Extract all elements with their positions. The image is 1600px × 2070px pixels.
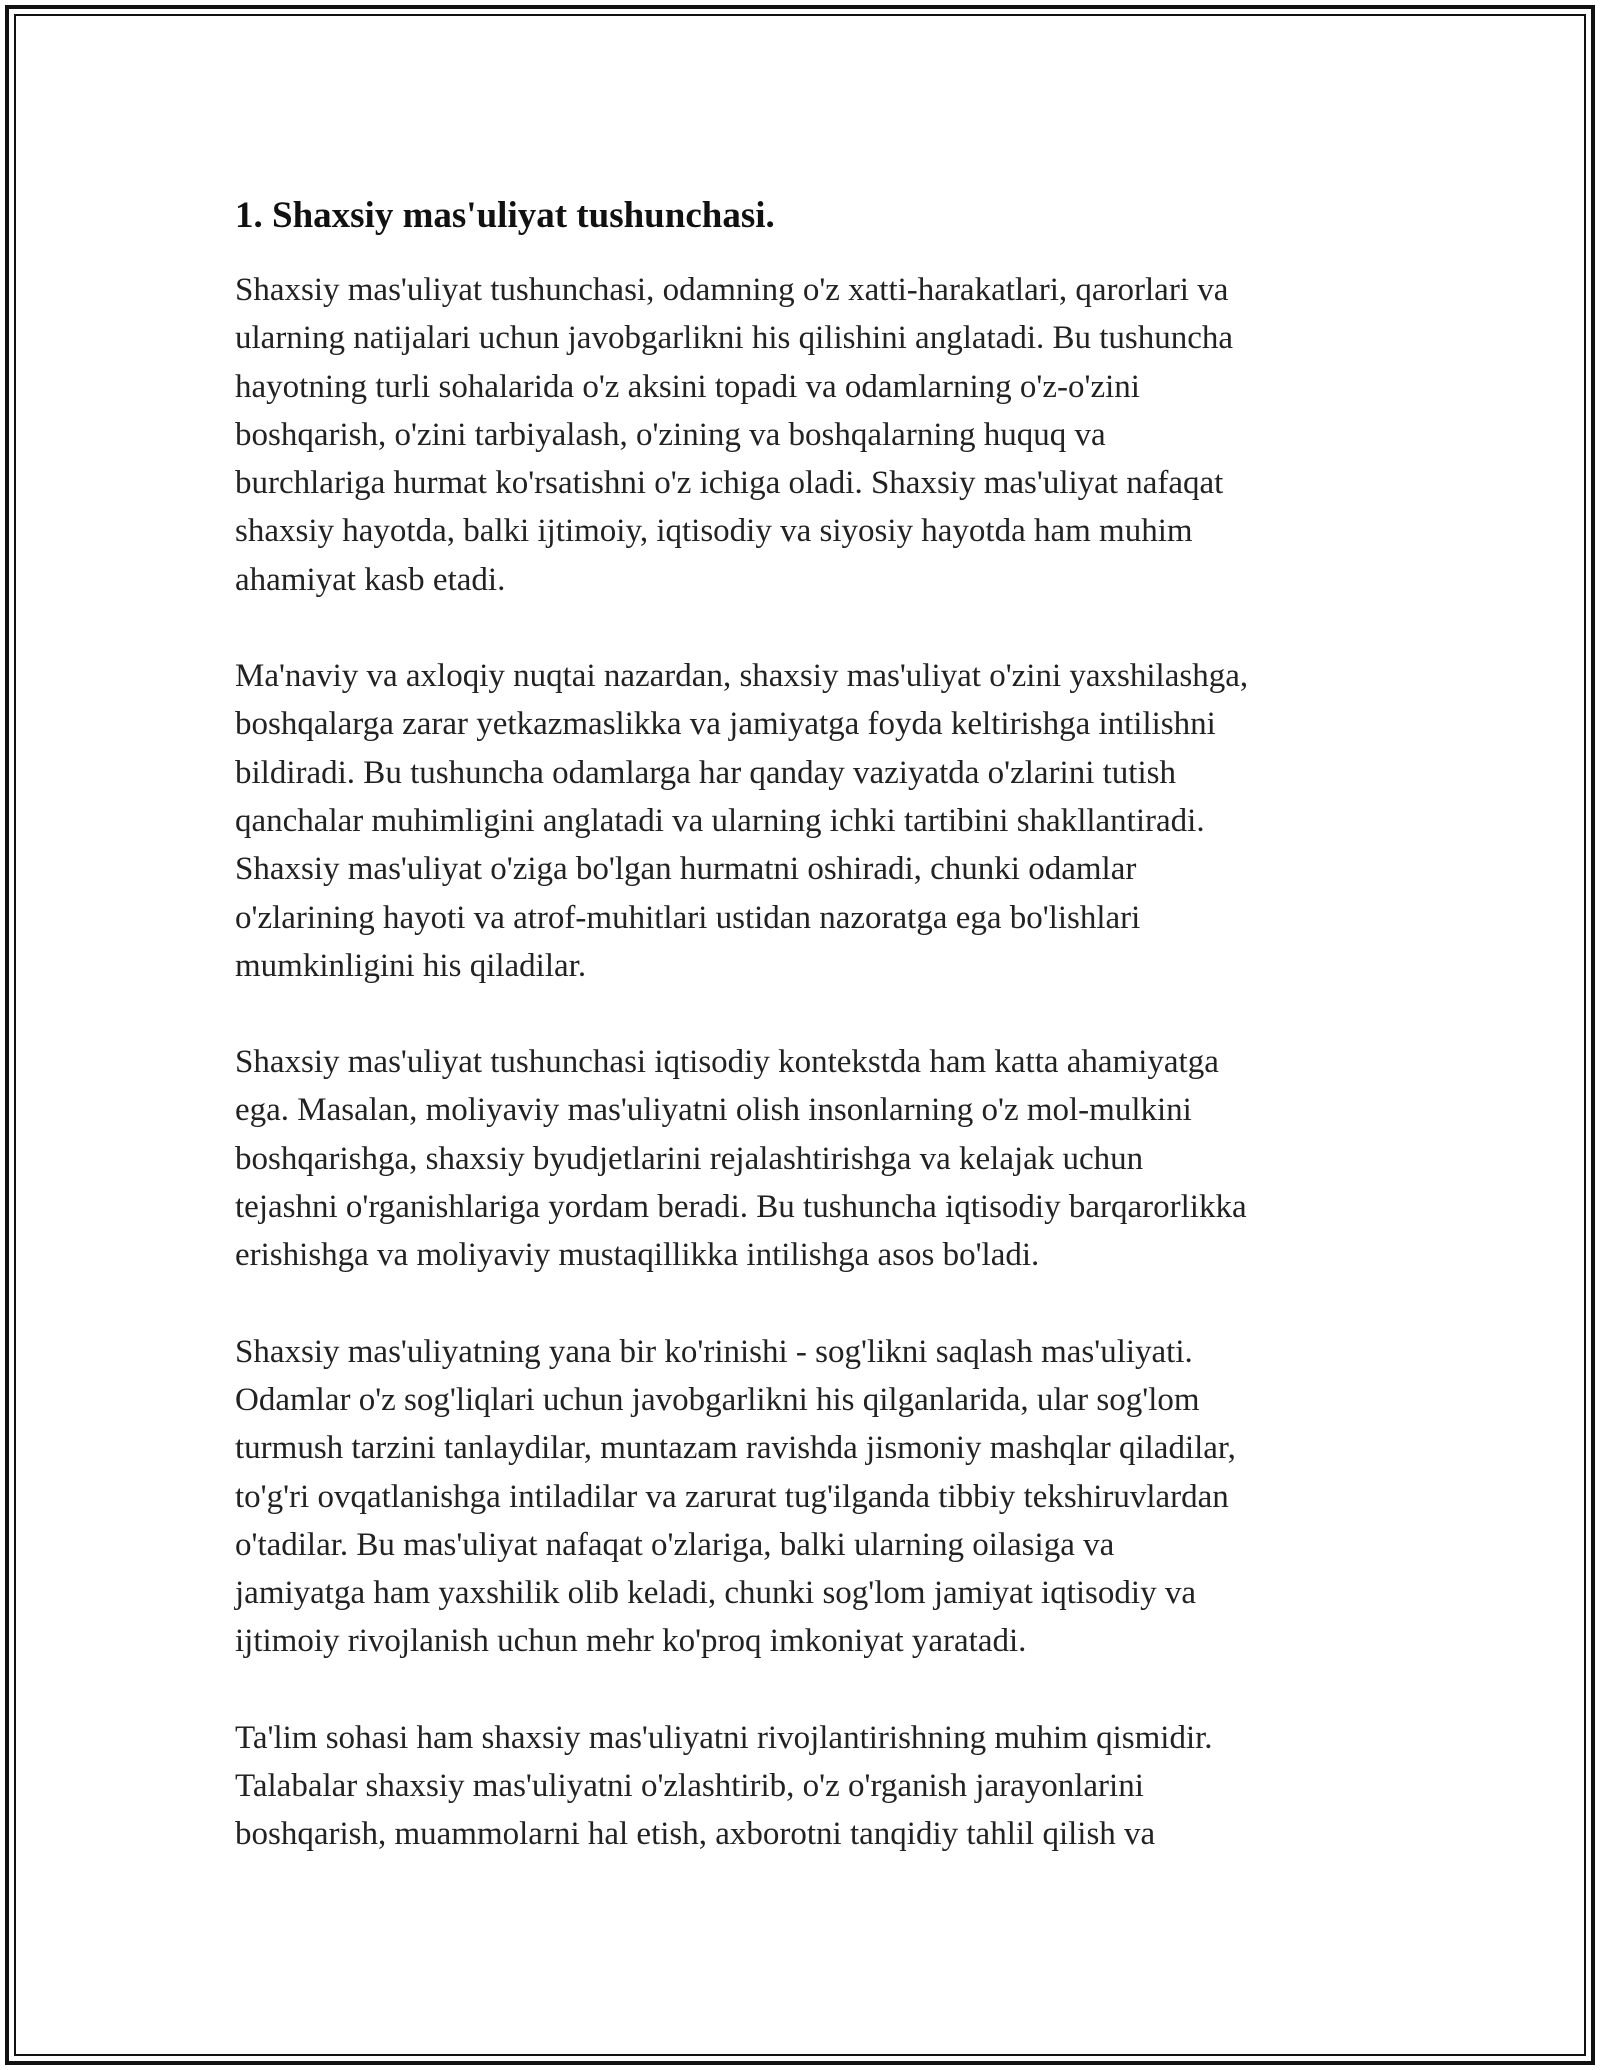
paragraph [235,1328,1370,1666]
paragraph [235,1038,1370,1279]
paragraph-container [235,266,1370,1859]
paragraph-line: bildiradi. Bu tushuncha odamlarga har qanday vaziyatda o'zlarini tutish [235,754,1176,791]
paragraph-line: shaxsiy hayotda, balki ijtimoiy, iqtisodiy va siyosiy hayotda ham muhim [235,513,1193,550]
paragraph-line: Talabalar shaxsiy mas'uliyatni o'zlashtirib, o'z o'rganish jarayonlarini [235,1768,1144,1805]
paragraph-line: boshqalarga zarar yetkazmaslikka va jamiyatga foyda keltirishga intilishni [235,706,1216,743]
paragraph-line: Shaxsiy mas'uliyat o'ziga bo'lgan hurmatni oshiradi, chunki odamlar [235,851,1137,888]
paragraph-line: ahamiyat kasb etadi. [235,561,506,598]
paragraph-line: o'tadilar. Bu mas'uliyat nafaqat o'zlariga, balki ularning oilasiga va [235,1526,1115,1563]
paragraph-line: mumkinligini his qiladilar. [235,947,587,984]
paragraph-line: turmush tarzini tanlaydilar, muntazam ravishda jismoniy mashqlar qiladilar, [235,1430,1236,1467]
paragraph-line: Odamlar o'z sog'liqlari uchun javobgarlikni his qilganlarida, ular sog'lom [235,1381,1200,1418]
paragraph-line: hayotning turli sohalarida o'z aksini topadi va odamlarning o'z-o'zini [235,368,1140,405]
paragraph-line: Shaxsiy mas'uliyat tushunchasi, odamning o'z xatti-harakatlari, qarorlari va [235,272,1229,308]
paragraph-line: burchlariga hurmat ko'rsatishni o'z ichiga oladi. Shaxsiy mas'uliyat nafaqat [235,465,1224,502]
paragraph-line: boshqarish, muammolarni hal etish, axborotni tanqidiy tahlil qilish va [235,1816,1156,1853]
paragraph-line: boshqarishga, shaxsiy byudjetlarini rejalashtirishga va kelajak uchun [235,1140,1144,1177]
section-heading: 1. Shaxsiy mas'uliyat tushunchasi. [235,195,775,236]
paragraph-line: jamiyatga ham yaxshilik olib keladi, chunki sog'lom jamiyat iqtisodiy va [235,1575,1196,1612]
paragraph-line: ijtimoiy rivojlanish uchun mehr ko'proq imkoniyat yaratadi. [235,1623,1027,1660]
paragraph [235,1714,1370,1859]
paragraph-line: Shaxsiy mas'uliyatning yana bir ko'rinishi - sog'likni saqlash mas'uliyati. [235,1333,1193,1370]
paragraph-line: erishishga va moliyaviy mustaqillikka intilishga asos bo'ladi. [235,1237,1040,1274]
paragraph [235,266,1370,604]
paragraph-line: to'g'ri ovqatlanishga intiladilar va zarurat tug'ilganda tibbiy tekshiruvlardan [235,1478,1229,1515]
paragraph-line: Shaxsiy mas'uliyat tushunchasi iqtisodiy kontekstda ham katta ahamiyatga [235,1044,1219,1081]
paragraph-line: ularning natijalari uchun javobgarlikni his qilishini anglatadi. Bu tushuncha [235,320,1234,357]
paragraph-line: qanchalar muhimligini anglatadi va ularning ichki tartibini shakllantiradi. [235,802,1205,839]
paragraph [235,652,1370,990]
paragraph-line: Ma'naviy va axloqiy nuqtai nazardan, shaxsiy mas'uliyat o'zini yaxshilashga, [235,658,1249,695]
paragraph-line: ega. Masalan, moliyaviy mas'uliyatni olish insonlarning o'z mol-mulkini [235,1092,1192,1129]
paragraph-line: Ta'lim sohasi ham shaxsiy mas'uliyatni rivojlantirishning muhim qismidir. [235,1719,1213,1756]
paragraph-line: tejashni o'rganishlariga yordam beradi. Bu tushuncha iqtisodiy barqarorlikka [235,1189,1247,1226]
paragraph-line: boshqarish, o'zini tarbiyalash, o'zining va boshqalarning huquq va [235,416,1106,453]
document-body [235,188,1370,1907]
paragraph-line: o'zlarining hayoti va atrof-muhitlari ustidan nazoratga ega bo'lishlari [235,899,1141,936]
